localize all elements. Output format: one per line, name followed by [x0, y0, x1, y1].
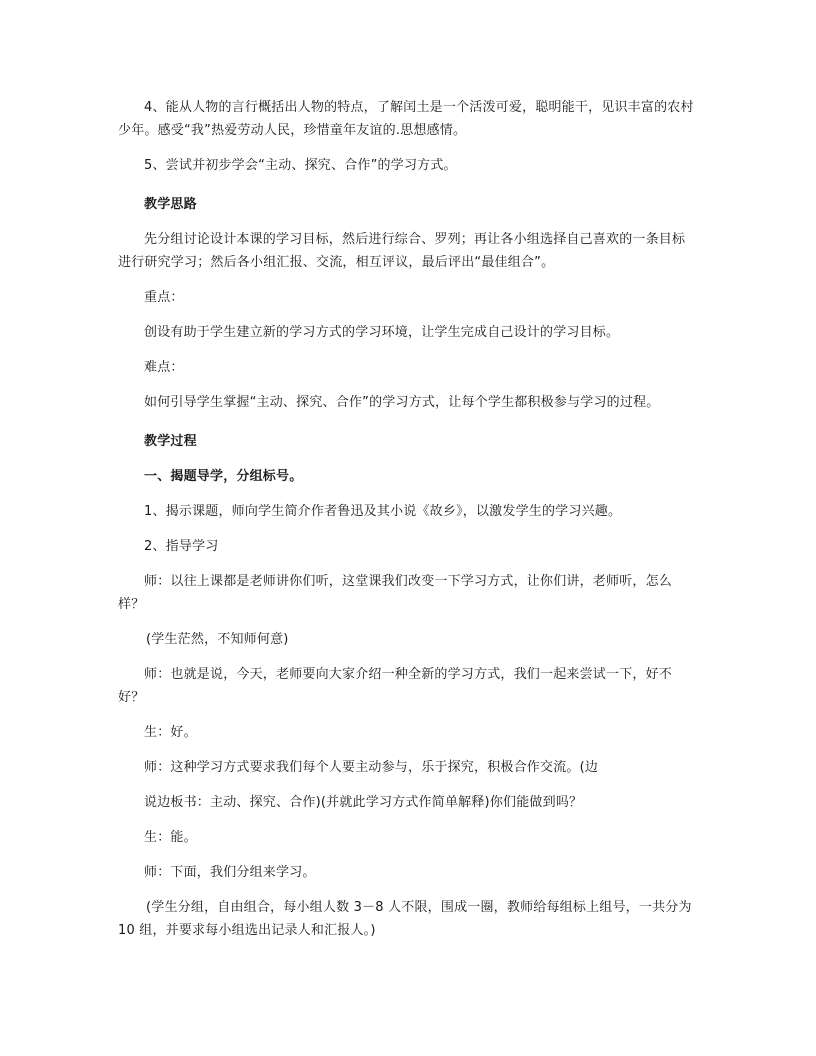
dialogue-student-2: 生：能。 — [144, 830, 197, 845]
dialogue-student-1: 生：好。 — [144, 725, 197, 740]
step-1-paragraph: 1、揭示课题，师向学生简介作者鲁迅及其小说《故乡》，以激发学生的学习兴趣。 — [144, 504, 622, 519]
teaching-process-heading: 教学过程 — [144, 434, 197, 449]
grouping-note-paragraph: (学生分组，自由组合，每小组人数 3－8 人不限，围成一圈，教师给每组标上组号，一共分为 10 组，并要求每小组选出记录人和汇报人。) — [118, 900, 692, 938]
objective-4-paragraph: 4、能从人物的言行概括出人物的特点，了解闰土是一个活泼可爱，聪明能干，见识丰富的农村少年。感受“我”热爱劳动人民，珍惜童年友谊的.思想感情。 — [118, 100, 694, 138]
document-page — [118, 96, 698, 942]
objective-5-paragraph: 5、尝试并初步学会“主动、探究、合作”的学习方式。 — [144, 158, 457, 173]
dialogue-teacher-1: 师：以往上课都是老师讲你们听，这堂课我们改变一下学习方式，让你们讲，老师听，怎么样？ — [118, 574, 673, 612]
key-point-paragraph: 创设有助于学生建立新的学习方式的学习环境，让学生完成自己设计的学习目标。 — [144, 325, 620, 340]
teaching-approach-paragraph: 先分组讨论设计本课的学习目标，然后进行综合、罗列；再让各小组选择自己喜欢的一条目标进行研究学习；然后各小组汇报、交流，相互评议，最后评出“最佳组合”。 — [118, 232, 686, 270]
dialogue-teacher-3-continued: 说边板书：主动、探究、合作)(并就此学习方式作简单解释)你们能做到吗？ — [144, 795, 583, 810]
dialogue-teacher-3: 师：这种学习方式要求我们每个人要主动参与，乐于探究，积极合作交流。(边 — [144, 760, 599, 775]
key-point-label: 重点： — [144, 290, 184, 305]
dialogue-teacher-2: 师：也就是说，今天，老师要向大家介绍一种全新的学习方式，我们一起来尝试一下，好不好？ — [118, 667, 673, 705]
teaching-approach-heading: 教学思路 — [144, 197, 197, 212]
difficulty-paragraph: 如何引导学生掌握“主动、探究、合作”的学习方式，让每个学生都积极参与学习的过程。 — [144, 395, 660, 410]
difficulty-label: 难点： — [144, 360, 184, 375]
section-one-heading: 一、揭题导学，分组标号。 — [144, 469, 303, 484]
step-2-paragraph: 2、指导学习 — [144, 539, 219, 554]
dialogue-note-1: (学生茫然，不知师何意) — [146, 632, 289, 647]
dialogue-teacher-4: 师：下面，我们分组来学习。 — [144, 865, 316, 880]
